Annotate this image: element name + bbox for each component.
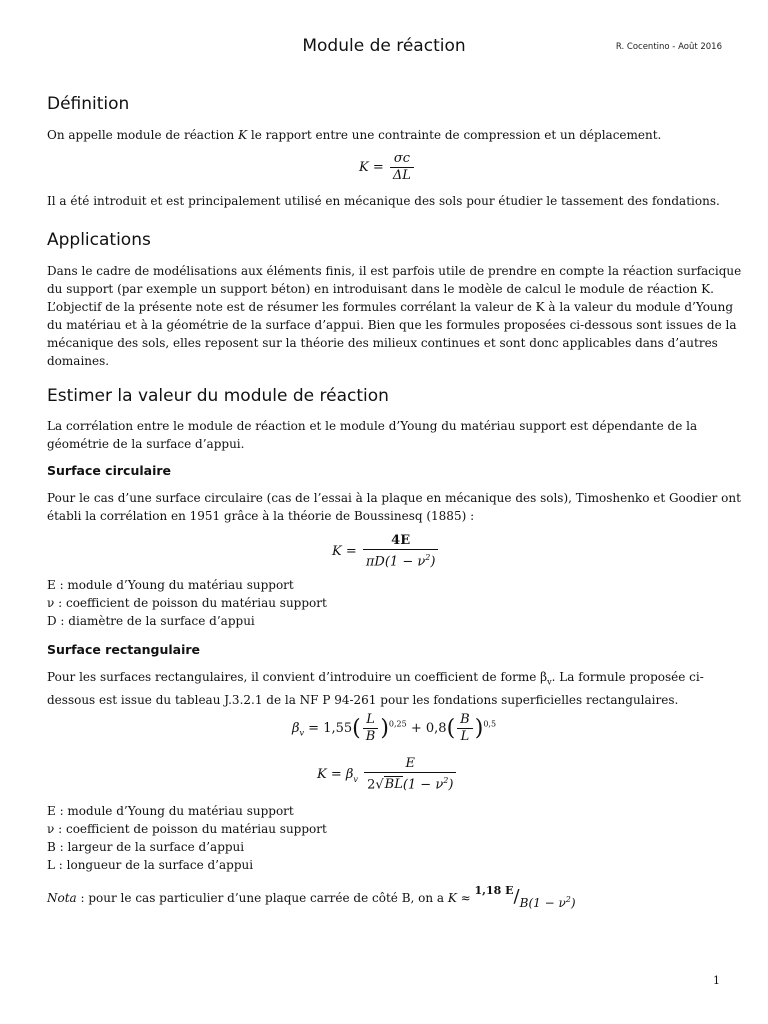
- list-item: B : largeur de la surface d’appui: [47, 840, 245, 854]
- heading-surface-rectangulaire: Surface rectangulaire: [47, 642, 201, 657]
- definition-formula: K = $\frac{\sigma c}{\Delta L}$: [359, 151, 416, 184]
- page-number: 1: [713, 974, 720, 987]
- list-item: D : diamètre de la surface d’appui: [47, 614, 255, 628]
- circulaire-paragraph: Pour le cas d’une surface circulaire (cas de l’essai à la plaque en mécanique des sols), Timoshenko et Goodier ont établi la corrélation en 1951 grâce à la théorie de Boussinesq (1885) :: [47, 491, 741, 523]
- page-title: Module de réaction: [302, 36, 466, 56]
- list-item: ν : coefficient de poisson du matériau support: [47, 596, 327, 610]
- definition-text-2: Il a été introduit et est principalement utilisé en mécanique des sols pour étudier le tassement des fondations.: [47, 194, 720, 208]
- heading-applications: Applications: [47, 230, 151, 250]
- list-item: ν : coefficient de poisson du matériau support: [47, 822, 327, 836]
- rectangulaire-definitions: [47, 802, 327, 874]
- author-date: R. Cocentino - Août 2016: [615, 42, 722, 52]
- list-item: E : module d’Young du matériau support: [47, 804, 294, 818]
- beta-formula: $\beta_v = 1,55$( $\frac{L}{B}$ )$^{0,25}$ + 0,8( $\frac{B}{L}$ )$^{0,5}$: [292, 712, 497, 744]
- rectangulaire-paragraph: Pour les surfaces rectangulaires, il convient d’introduire un coefficient de forme $\beta_v$. La formule proposée ci- dessous est issue du tableau J.3.2.1 de la NF P 94-261 pour les fondations superficielles rectangulaires.: [47, 670, 704, 708]
- k-rectangular-formula: $K = \beta_v$ $\frac{E}{2√BL(1 - \nu^2)}$: [317, 756, 458, 793]
- circulaire-definitions: [47, 576, 327, 630]
- nota-line: Nota : pour le cas particulier d’une plaque carrée de côté B, on a K ≈ 1,18 $E/B(1 - \nu^2)$: [47, 884, 576, 910]
- definition-text: On appelle module de réaction K le rapport entre une contrainte de compression et un déplacement.: [47, 128, 662, 142]
- heading-definition: Définition: [47, 94, 130, 114]
- applications-paragraph: Dans le cadre de modélisations aux éléments finis, il est parfois utile de prendre en compte la réaction surfacique du support (par exemple un support béton) en introduisant dans le modèle de calcul le module de réaction K. L’objectif de la présente note est de résumer les formules corrélant la valeur de K à la valeur du module d’Young du matériau et à la géométrie de la surface d’appui. Bien que les formules proposées ci-dessous sont issues de la mécanique des sols, elles reposent sur la théorie des milieux continues et sont donc applicables dans d’autres domaines.: [47, 264, 742, 368]
- circulaire-formula: K = $\frac{4E}{\pi D(1 - \nu^2)}$: [332, 533, 440, 570]
- heading-estimate: Estimer la valeur du module de réaction: [47, 386, 389, 406]
- list-item: L : longueur de la surface d’appui: [47, 858, 254, 872]
- estimate-paragraph: La corrélation entre le module de réaction et le module d’Young du matériau support est dépendante de la géométrie de la surface d’appui.: [47, 419, 698, 451]
- heading-surface-circulaire: Surface circulaire: [47, 463, 171, 478]
- list-item: E : module d’Young du matériau support: [47, 578, 294, 592]
